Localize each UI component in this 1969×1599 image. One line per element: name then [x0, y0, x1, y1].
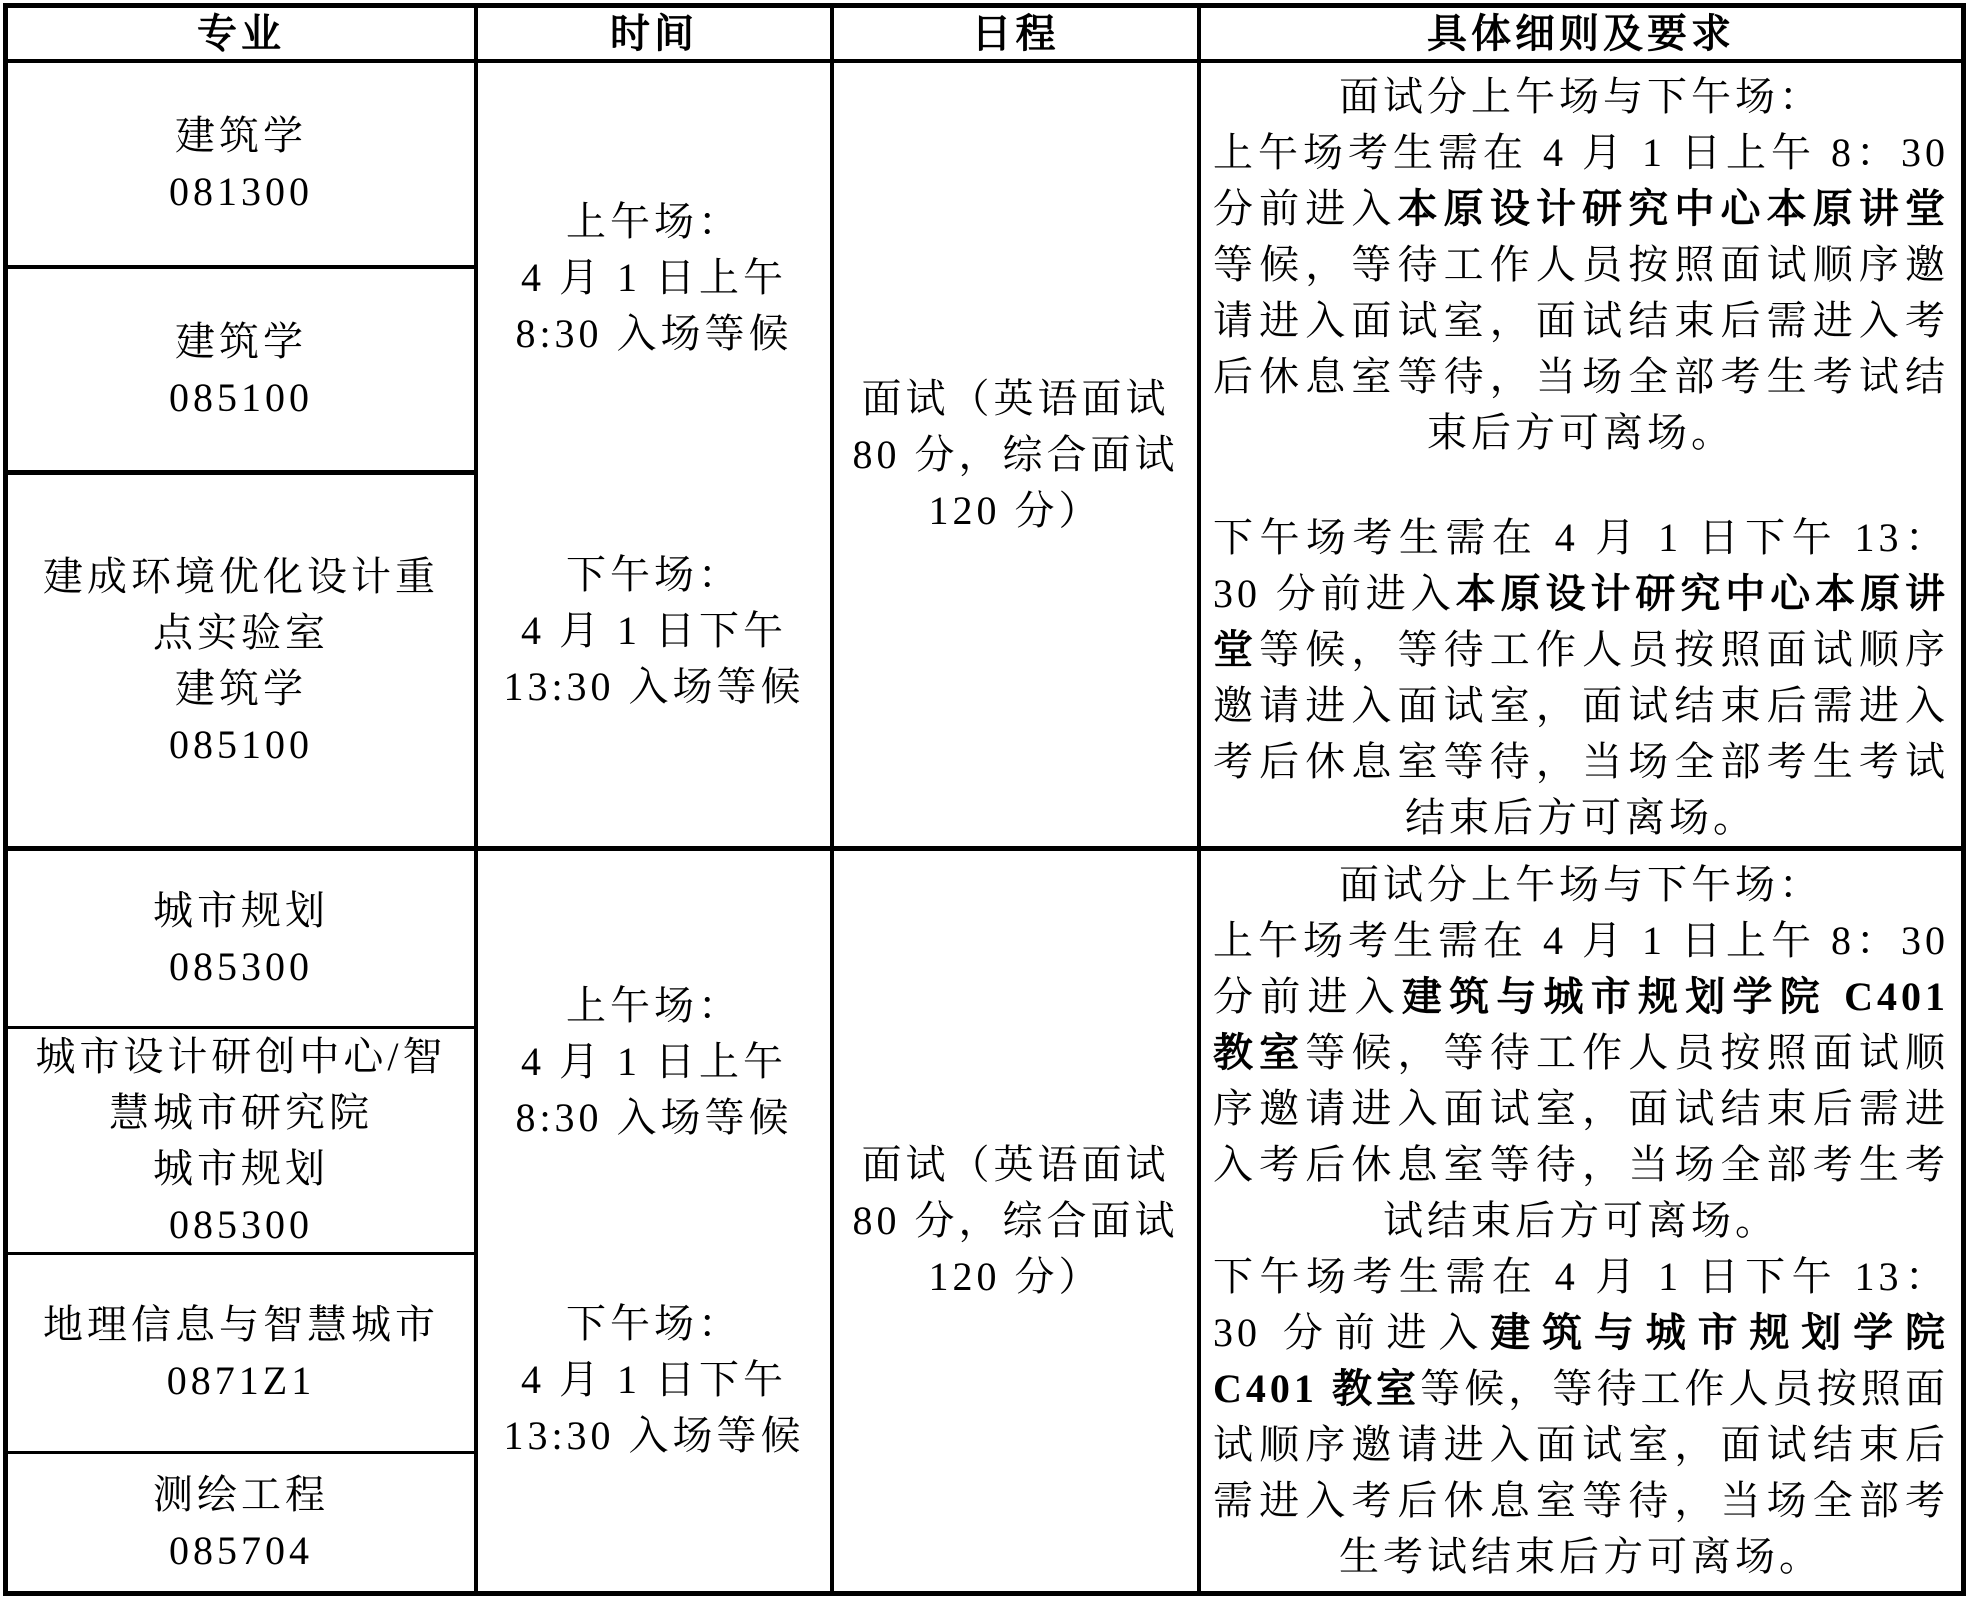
session-label: 下午场：	[566, 1301, 742, 1346]
major-code: 085100	[169, 721, 313, 767]
session-label: 上午场：	[566, 983, 742, 1028]
session-date: 4 月 1 日上午	[521, 255, 787, 300]
major-code: 0871Z1	[166, 1358, 316, 1403]
schedule-text: 面试（英语面试 80 分，综合面试 120 分）	[852, 375, 1179, 533]
schedule-text: 面试（英语面试 80 分，综合面试 120 分）	[852, 1142, 1179, 1299]
session-entry-time: 13:30 入场等候	[503, 664, 805, 709]
time-cell-section1	[478, 63, 834, 851]
session-label: 上午场：	[566, 199, 742, 244]
venue-name: 建筑与城市规划学院 C401 教室	[1213, 974, 1949, 1075]
major-code: 085300	[169, 943, 313, 989]
session-date: 4 月 1 日下午	[521, 1357, 787, 1402]
rules-paragraph-afternoon: 下午场考生需在 4 月 1 日下午 13：30 分前进入建筑与城市规划学院 C401 教室等候，等待工作人员按照面试顺序邀请进入面试室，面试结束后需进入考后休息室等待，当场全部考生考试结束后方可离场。	[1213, 1254, 1950, 1579]
major-name: 建筑学	[175, 113, 307, 158]
morning-session-block	[515, 194, 792, 362]
major-name: 建筑学	[175, 318, 307, 364]
session-entry-time: 13:30 入场等候	[503, 1413, 805, 1458]
major-cell-architecture-085100	[8, 269, 478, 475]
rules-paragraph-morning: 上午场考生需在 4 月 1 日上午 8：30 分前进入建筑与城市规划学院 C401 教室等候，等待工作人员按照面试顺序邀请进入面试室，面试结束后需进入考后休息室等待，当场全部考生考试结束后方可离场。	[1213, 918, 1950, 1243]
rules-paragraph-morning: 上午场考生需在 4 月 1 日上午 8：30 分前进入本原设计研究中心本原讲堂等候，等待工作人员按照面试顺序邀请进入面试室，面试结束后需进入考后休息室等待，当场全部考生考试结束后方可离场。	[1213, 130, 1950, 455]
venue-name: 本原设计研究中心本原讲堂	[1397, 186, 1950, 231]
time-cell-section2	[478, 851, 834, 1591]
afternoon-session-block	[503, 1296, 804, 1464]
major-code: 085100	[169, 374, 313, 420]
header-schedule: 日程	[834, 8, 1201, 63]
major-name: 地理信息与智慧城市	[43, 1302, 439, 1347]
major-cell-urban-planning-085300	[8, 851, 478, 1029]
session-date: 4 月 1 日上午	[521, 1039, 787, 1084]
major-name: 建筑学	[175, 665, 307, 711]
major-cell-built-environment-lab	[8, 475, 478, 851]
header-time: 时间	[478, 8, 834, 63]
session-date: 4 月 1 日下午	[521, 608, 787, 653]
major-org: 城市设计研创中心/智慧城市研究院	[35, 1033, 447, 1135]
afternoon-session-block	[503, 547, 804, 715]
interview-schedule-table	[3, 3, 1966, 1596]
major-code: 085704	[169, 1527, 313, 1573]
major-cell-architecture-081300	[8, 63, 478, 269]
venue-name: 本原设计研究中心本原讲堂	[1213, 571, 1950, 672]
rules-paragraph-afternoon: 下午场考生需在 4 月 1 日下午 13：30 分前进入本原设计研究中心本原讲堂等候，等待工作人员按照面试顺序邀请进入面试室，面试结束后需进入考后休息室等待，当场全部考生考试结束后方可离场。	[1213, 515, 1950, 840]
schedule-cell-section2	[834, 851, 1201, 1591]
rules-cell-section2	[1201, 851, 1961, 1591]
morning-session-block	[515, 978, 792, 1146]
major-code: 081300	[169, 169, 313, 214]
major-cell-surveying-085704	[8, 1454, 478, 1591]
session-label: 下午场：	[566, 552, 742, 597]
paragraph-gap	[1213, 461, 1949, 510]
rules-cell-section1	[1201, 63, 1961, 851]
major-org: 建成环境优化设计重点实验室	[43, 553, 439, 655]
header-rules: 具体细则及要求	[1201, 8, 1961, 63]
rules-heading: 面试分上午场与下午场：	[1339, 862, 1823, 907]
major-name: 测绘工程	[153, 1471, 329, 1517]
major-code: 085300	[169, 1201, 313, 1247]
major-cell-urban-design-center	[8, 1029, 478, 1255]
major-name: 城市规划	[153, 887, 329, 933]
schedule-cell-section1	[834, 63, 1201, 851]
venue-name: 建筑与城市规划学院 C401 教室	[1213, 1310, 1950, 1411]
major-name: 城市规划	[153, 1145, 329, 1191]
major-cell-geoinformation-0871Z1	[8, 1255, 478, 1454]
session-entry-time: 8:30 入场等候	[515, 311, 793, 356]
session-entry-time: 8:30 入场等候	[515, 1095, 793, 1140]
rules-heading: 面试分上午场与下午场：	[1339, 74, 1823, 119]
header-major: 专业	[8, 8, 478, 63]
